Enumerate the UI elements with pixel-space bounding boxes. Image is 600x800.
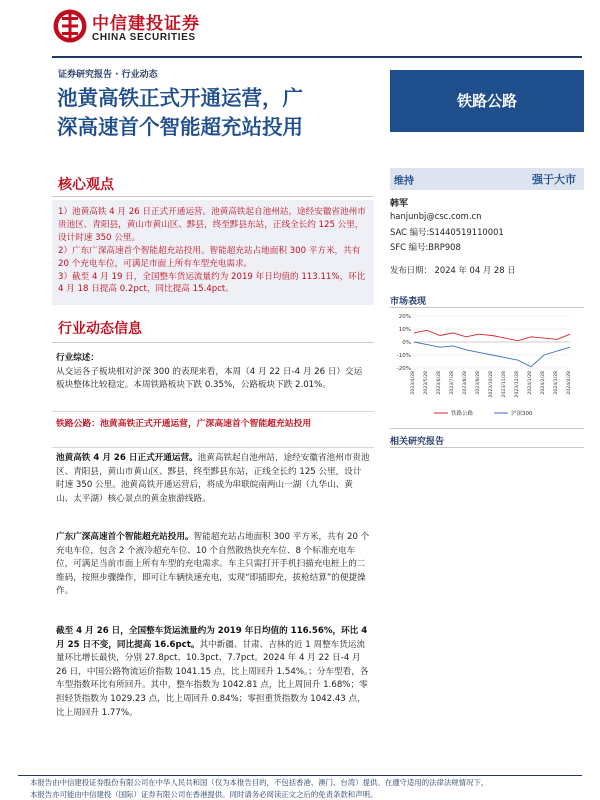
railway-section-title: 铁路公路：池黄高铁正式开通运营，广深高速首个智能超充站投用 — [56, 419, 312, 429]
y-tick-label: -10% — [396, 353, 411, 359]
x-tick-label: 2024/1/28 — [528, 371, 533, 395]
x-tick-label: 2023/12/28 — [515, 371, 520, 398]
market-heading-rule — [390, 307, 584, 308]
section-divider-2 — [52, 447, 374, 448]
footer-disclaimer — [30, 777, 590, 800]
footer-rule — [18, 775, 582, 776]
x-tick-label: 2023/6/28 — [437, 371, 442, 395]
core-summary-box — [52, 200, 374, 305]
x-tick-label: 2023/7/28 — [450, 371, 455, 395]
x-tick-label: 2023/5/28 — [424, 371, 429, 395]
paragraph-freight-flow — [56, 625, 370, 720]
core-point-1: 1）池黄高铁 4 月 26 日正式开通运营。池黄高铁起自池州站，途经安徽省池州市贵池区、青阳县，黄山市黄山区、黟县，终至黟县东站，正线全长约 125 公里，设计时速 350 公里。 — [58, 207, 366, 243]
core-heading-rule — [52, 196, 374, 197]
rating-value: 强于大市 — [532, 173, 576, 186]
summary-paragraph — [56, 352, 370, 393]
industry-label: 铁路公路 — [456, 92, 517, 110]
report-title-line-2: 深高速首个智能超充站投用 — [57, 115, 303, 139]
company-logo — [52, 8, 222, 48]
x-tick-label: 2024/2/28 — [541, 371, 546, 395]
paragraph-chihuang-railway — [56, 452, 370, 506]
related-heading-rule — [390, 447, 584, 448]
header-rule — [52, 56, 582, 58]
analyst-sac-id: SAC 编号:S1440519110001 — [390, 227, 504, 237]
y-tick-label: 20% — [398, 314, 411, 320]
summary-text: 从交运各子板块相对沪深 300 的表现来看，本周（4 月 22 日-4 月 26 日）交运板块整体比较稳定。本周铁路板块下跌 0.35%，公路板块下跌 2.01%。 — [56, 366, 363, 391]
core-heading: 核心观点 — [58, 177, 114, 193]
footer-line-2: 本报告亦可能由中信建投（国际）证券有限公司在香港提供。同时请务必阅读正文之后的免责条款和声明。 — [30, 790, 378, 799]
company-emblem-icon — [52, 8, 88, 44]
paragraph-2-lead: 广东广深高速首个智能超充站投用。 — [56, 532, 194, 542]
report-title-line-1: 池黄高铁正式开通运营，广 — [57, 86, 303, 110]
market-performance-heading: 市场表现 — [390, 297, 427, 307]
x-tick-label: 2024/3/28 — [554, 371, 559, 395]
paragraph-2-text: 智能超充站占地面积 300 平方米，共有 20 个充电车位，包含 2 个液冷超充车位、10 个自然散热快充车位、8 个标准充电车位，可满足当前市面上所有车型的充电需求。车主只需打开手机扫描充电桩上的二维码，按照步骤操作，即可让车辆快速充电，实现“即插即充，拔枪结算”的便捷操作。 — [56, 532, 370, 597]
series-line-csi300 — [414, 342, 570, 367]
industry-news-heading: 行业动态信息 — [58, 321, 142, 337]
analyst-email[interactable]: hanjunbj@csc.com.cn — [390, 211, 482, 221]
paragraph-supercharge-station — [56, 531, 370, 599]
core-point-3: 3）截至 4 月 19 日，全国整车货运流量约为 2019 年日均值的 113.11%，环比 4 月 18 日提高 0.2pct，同比提高 15.4pct。 — [58, 271, 366, 295]
x-tick-label: 2023/9/28 — [476, 371, 481, 395]
x-tick-label: 2023/11/28 — [502, 371, 507, 398]
chart-bottom-rule — [390, 428, 584, 429]
x-tick-label: 2023/10/28 — [489, 371, 494, 398]
rating-bar — [390, 168, 584, 190]
paragraph-1-lead: 池黄高铁 4 月 26 日正式开通运营。 — [56, 453, 198, 463]
paragraph-3-text: 其中新疆、甘肃、吉林的近 1 周整车货运流量环比增长最快，分别 27.8pct、10.3pct、7.7pct。2024 年 4 月 22 日-4 月 26 日，中国公路物流运价指数 1041.15 点，比上周回升 1.54%。；分车型看，各车型指数环比有所回升。其中，整车指数为 1042.81 点，比上周回升 1.68%；零担轻货指数为 1029.23 点，比上周回升 0.84%；零担重货指数为 1042.43 点，比上周回升 1.77%。 — [56, 639, 369, 718]
x-tick-label: 2023/8/28 — [463, 371, 468, 395]
footer-line-1: 本报告由中信建投证券股份有限公司在中华人民共和国（仅为本报告目的，不包括香港、澳门、台湾）提供。在遵守适用的法律法规情况下， — [30, 778, 489, 787]
legend-label: 铁路公路 — [451, 411, 474, 417]
legend-label: 沪深300 — [511, 411, 533, 417]
report-title — [57, 84, 377, 142]
section-divider-1 — [52, 411, 374, 412]
analyst-name: 韩军 — [390, 199, 409, 209]
breadcrumb: 证券研究报告 · 行业动态 — [58, 70, 158, 80]
core-point-2: 2）广东广深高速首个智能超充站投用。智能超充站占地面积 300 平方米，共有 20 个充电车位，可满足市面上所有车型充电需求。 — [58, 245, 361, 269]
series-line-railway — [414, 330, 570, 340]
paragraph-1-text: 池黄高铁起自池州站，途经安徽省池州市贵池区、青阳县，黄山市黄山区、黟县，终至黟县东站，正线全长约 125 公里，设计时速 350 公里。池黄高铁开通运营后，将成为串联皖南两山一湖（九华山、黄山、太平湖）核心景点的黄金旅游线路。 — [56, 453, 370, 504]
logo-english-name: CHINA SECURITIES — [92, 32, 196, 43]
industry-news-rule — [52, 342, 374, 343]
paragraph-3-lead: 截至 4 月 26 日，全国整车货运流量约为 2019 年日均值的 116.56%，环比 4 月 25 日不变，同比提高 16.6pct。 — [56, 626, 368, 650]
analyst-sfc-id: SFC 编号:BRP908 — [390, 242, 461, 252]
y-tick-label: -20% — [396, 366, 411, 372]
y-tick-label: 10% — [398, 327, 411, 333]
x-tick-label: 2024/4/28 — [567, 371, 572, 395]
summary-label: 行业综述： — [56, 353, 99, 363]
y-tick-label: 0% — [402, 340, 411, 346]
logo-chinese-name: 中信建投证券 — [92, 14, 200, 34]
industry-badge — [390, 70, 584, 132]
publish-date: 发布日期： 2024 年 04 月 28 日 — [390, 265, 516, 275]
market-performance-chart — [388, 310, 584, 420]
rating-maintain: 维持 — [394, 176, 414, 187]
related-reports-heading: 相关研究报告 — [390, 437, 445, 447]
x-tick-label: 2023/4/28 — [411, 371, 416, 395]
